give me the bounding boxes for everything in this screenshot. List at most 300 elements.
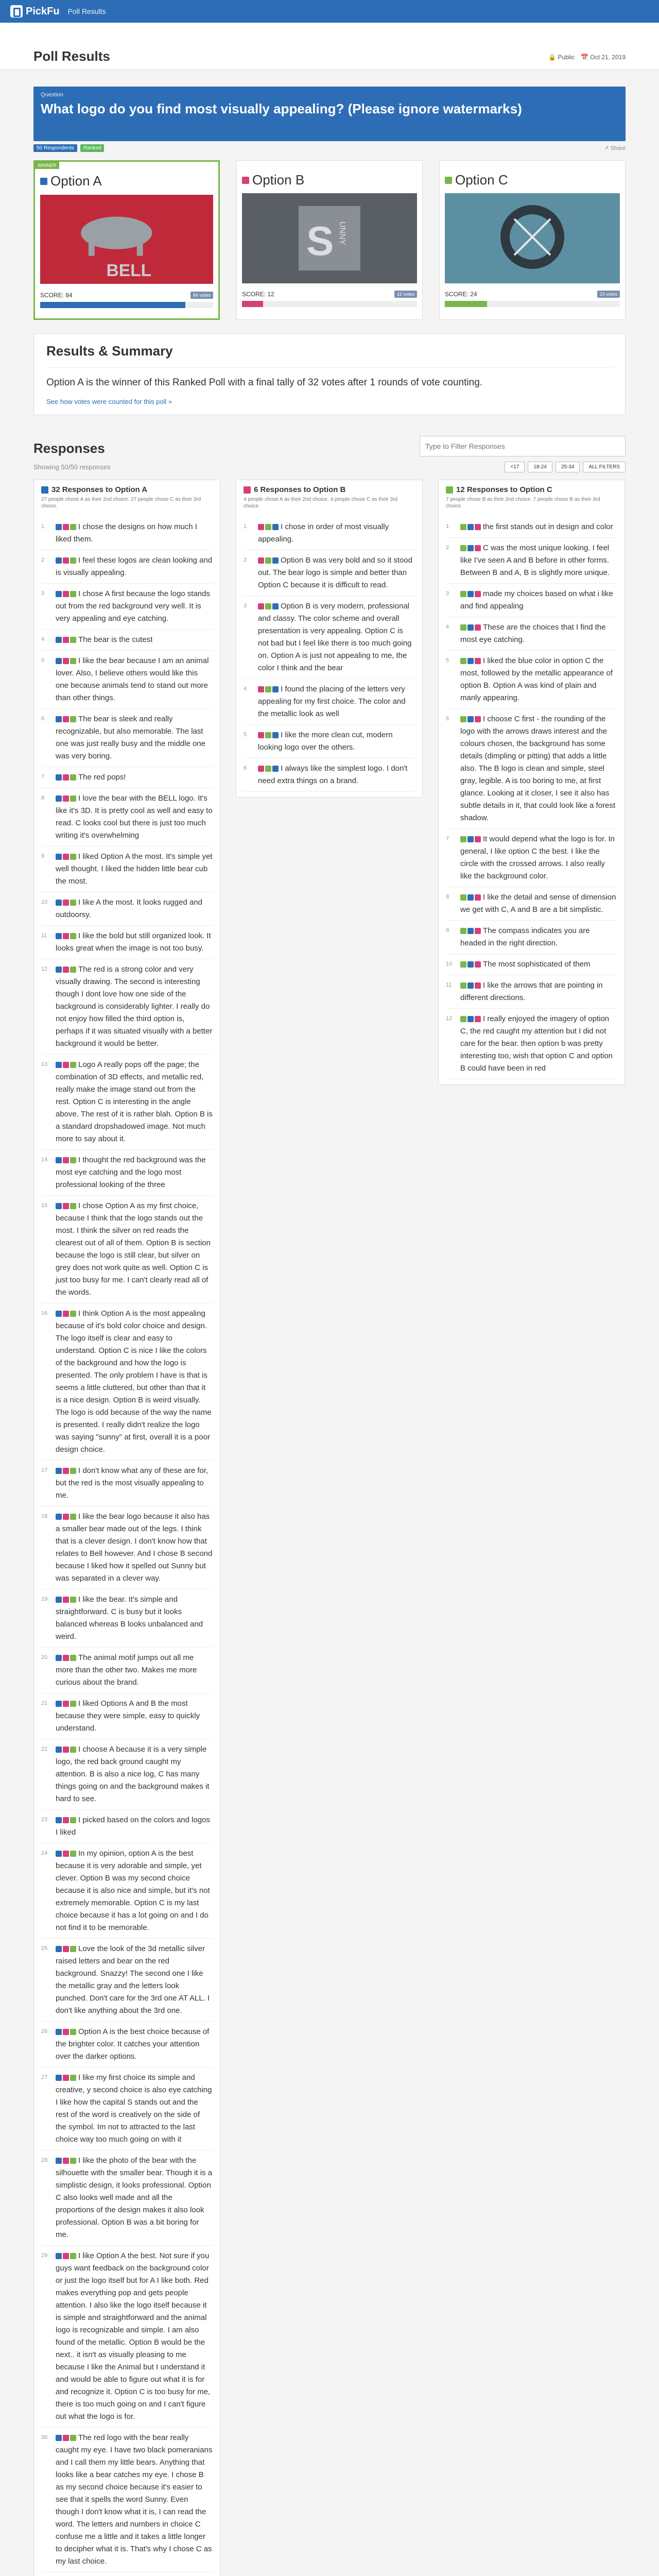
rank-chip-icon — [475, 961, 481, 968]
rank-chip-icon — [63, 2158, 69, 2164]
rank-chips — [56, 1514, 76, 1520]
rank-chip-icon — [272, 557, 279, 564]
rank-chips — [460, 928, 481, 934]
rank-chips — [56, 1701, 76, 1707]
column-title — [446, 485, 617, 494]
response-text-wrap — [258, 762, 415, 787]
rank-chip-icon — [460, 591, 466, 597]
rank-chip-icon — [475, 716, 481, 722]
rank-chips — [56, 591, 76, 597]
winner-badge: WINNER — [35, 162, 59, 169]
response-text: Option A is the best choice because of the brighter color. It catches your attention over the darker options. — [56, 2027, 210, 2061]
option-card[interactable] — [33, 160, 220, 320]
rank-chip-icon — [70, 1817, 76, 1823]
column-subtitle: 4 people chose A as their 2nd choice. 4 people chose C as their 3rd choice. — [244, 497, 398, 509]
all-filters-button[interactable]: ALL FILTERS — [583, 462, 626, 472]
response-text-wrap — [56, 963, 213, 1050]
rank-chips — [56, 637, 76, 643]
response-text-wrap — [56, 2026, 213, 2063]
response-row — [41, 1055, 213, 1150]
response-text-wrap — [460, 713, 617, 824]
title-bar — [0, 23, 659, 70]
rank-chips — [56, 557, 76, 564]
rank-chips — [460, 982, 481, 989]
top-nav — [0, 0, 659, 23]
rank-chip-icon — [467, 961, 474, 968]
rank-chip-icon — [56, 1747, 62, 1753]
response-text-wrap — [56, 1594, 213, 1643]
column-color-icon — [41, 486, 48, 494]
response-text: I picked based on the colors and logos I liked — [56, 1816, 211, 1837]
rank-chip-icon — [70, 1062, 76, 1068]
rank-chips — [460, 658, 481, 664]
response-text: C was the most unique looking. I feel like I've seen A and B before in other forms. Between B and A, B is slightly more unique. — [460, 544, 610, 577]
response-row — [41, 630, 213, 651]
rank-chips — [56, 1062, 76, 1068]
response-text-wrap — [56, 634, 213, 646]
rank-chip-icon — [63, 591, 69, 597]
response-text: I like my first choice its simple and creative, y second choice is also eye catching I like how the capital S stands out and the rest of the word is creatively on the side of the symbol. Im not to attracted to the last choice way too much going on with it — [56, 2073, 212, 2144]
response-text-wrap — [56, 851, 213, 888]
rank-chip-icon — [56, 2075, 62, 2081]
rank-chip-icon — [56, 2253, 62, 2259]
response-text: The red pops! — [78, 773, 126, 782]
option-card[interactable] — [439, 160, 626, 320]
response-text: I choose A because it is a very simple logo, the red back ground caught my attention. B is also a nice log, C has many things going on and the background makes it hard to see. — [56, 1745, 210, 1803]
response-number: 7 — [446, 836, 449, 842]
filter-pill[interactable]: 18-24 — [528, 462, 552, 472]
response-number: 10 — [41, 899, 48, 905]
response-number: 17 — [41, 1467, 48, 1473]
rank-chip-icon — [63, 1157, 69, 1163]
rank-chip-icon — [467, 982, 474, 989]
rank-chip-icon — [63, 1817, 69, 1823]
response-row — [41, 1461, 213, 1506]
response-column — [438, 480, 625, 1085]
rank-chip-icon — [70, 1514, 76, 1520]
response-number: 5 — [41, 657, 45, 664]
response-number: 29 — [41, 2252, 48, 2259]
response-number: 28 — [41, 2157, 48, 2163]
response-text: the first stands out in design and color — [483, 522, 613, 531]
option-title — [40, 173, 213, 189]
response-number: 4 — [446, 624, 449, 630]
option-score — [242, 291, 417, 298]
response-row — [41, 1303, 213, 1461]
response-number: 30 — [41, 2434, 48, 2441]
response-text-wrap — [460, 891, 617, 916]
response-text: I like the bear logo because it also has a smaller bear made out of the legs. I think that is a clever design. I don't know how that relates to Bell however. And I chose B second because I liked how it spelled out Sunny but was separated in a clever way. — [56, 1512, 213, 1583]
visibility-label: 🔒 Public — [548, 54, 575, 61]
pickfu-logo-icon — [10, 5, 23, 18]
response-row — [446, 954, 617, 975]
response-row — [41, 1196, 213, 1303]
response-row — [446, 651, 617, 709]
rank-chip-icon — [258, 557, 264, 564]
rank-chip-icon — [258, 524, 264, 530]
response-text-wrap — [56, 896, 213, 921]
rank-chip-icon — [272, 732, 279, 738]
filter-pill[interactable]: <17 — [505, 462, 525, 472]
rank-chip-icon — [56, 900, 62, 906]
response-row — [41, 1506, 213, 1589]
rank-chips — [56, 658, 76, 664]
rank-chips — [56, 854, 76, 860]
rank-chip-icon — [70, 524, 76, 530]
rank-chip-icon — [258, 603, 264, 609]
rank-chip-icon — [70, 2029, 76, 2035]
response-text-wrap — [258, 729, 415, 754]
response-row — [41, 709, 213, 767]
response-text-wrap — [56, 1465, 213, 1502]
rank-chip-icon — [63, 716, 69, 722]
rank-chip-icon — [56, 2158, 62, 2164]
question-card — [33, 87, 626, 141]
response-text-wrap — [258, 554, 415, 591]
response-text: I choose C first - the rounding of the logo with the arrows draws interest and the colours chosen, the background has some details (dimpling or pitting) that adds a little also. The B logo is clean and simple, steel gray, legible. A is too boring to me, at first glance. Looking at it closer, I see it also has subtle details in it, that could look like a forest shadow. — [460, 715, 615, 822]
rank-chip-icon — [265, 524, 271, 530]
response-row — [41, 584, 213, 630]
rank-chip-icon — [258, 686, 264, 692]
rank-chip-icon — [63, 795, 69, 802]
response-row — [41, 1150, 213, 1196]
svg-text:BELL: BELL — [106, 261, 152, 281]
response-number: 3 — [244, 603, 247, 609]
response-row — [41, 651, 213, 709]
response-number: 27 — [41, 2074, 48, 2080]
response-text: I liked Options A and B the most because they were simple, easy to quickly understand. — [56, 1699, 200, 1733]
rank-chip-icon — [56, 2029, 62, 2035]
response-text: Logo A really pops off the page; the combination of 3D effects, and metallic red, really make the image stand out from the rest. Option C is interesting in the angle above. The rest of it is rather blah. Option B is a standard dropshadowed image. Not much more to say about it. — [56, 1060, 213, 1143]
response-text-wrap — [56, 554, 213, 579]
option-image[interactable] — [40, 194, 213, 284]
rank-chip-icon — [56, 1851, 62, 1857]
question-text: What logo do you find most visually appealing? (Please ignore watermarks) — [41, 101, 522, 116]
rank-chip-icon — [63, 658, 69, 664]
rank-chip-icon — [467, 591, 474, 597]
rank-chip-icon — [475, 658, 481, 664]
rank-chip-icon — [56, 967, 62, 973]
rank-chip-icon — [272, 686, 279, 692]
response-text-wrap — [460, 588, 617, 613]
breadcrumb[interactable]: Poll Results — [67, 7, 106, 15]
rank-chip-icon — [70, 2075, 76, 2081]
response-text: The most sophisticated of them — [483, 960, 591, 969]
brand-name: PickFu — [26, 5, 60, 17]
rank-chip-icon — [56, 591, 62, 597]
option-name: Option A — [50, 173, 102, 189]
rank-chip-icon — [70, 2158, 76, 2164]
response-number: 15 — [41, 1202, 48, 1209]
response-number: 20 — [41, 1654, 48, 1660]
rank-chips — [460, 961, 481, 968]
summary-title: Results & Summary — [46, 343, 613, 368]
response-row — [446, 1009, 617, 1079]
score-label: SCORE: 24 — [445, 291, 477, 298]
rank-chip-icon — [265, 732, 271, 738]
response-text: I like the bear because I am an animal lover. Also, I believe others would like this one because animals tend to stand out more than other things. — [56, 656, 209, 702]
response-number: 8 — [41, 795, 45, 801]
rank-chip-icon — [460, 1016, 466, 1022]
rank-chip-icon — [70, 967, 76, 973]
response-text-wrap — [460, 655, 617, 704]
response-row — [41, 846, 213, 892]
response-text: The red is a strong color and very visually drawing. The second is interesting though I dont love how one side of the background is considerably lighter. I really do not enjoy how filled the third option is, perhaps if it was situated visually with a better background it would be better. — [56, 965, 213, 1048]
response-number: 13 — [41, 1061, 48, 1067]
response-row — [446, 829, 617, 887]
option-title — [445, 172, 620, 188]
response-text: The red logo with the bear really caught my eye. I have two black pomeranians and I call them my little bears. Anything that looks like a bear catches my eye. I chose B as my second choice because it's easier to see that it spells the word Sunny. Even though I don't know what it is, I can read the word. The letters and numbers in choice C confuse me a little and it takes a little longer to decipher what it is. That's why I chose C as my last choice. — [56, 2433, 213, 2566]
response-row — [244, 550, 415, 596]
score-label: SCORE: 12 — [242, 291, 274, 298]
option-color-icon — [242, 177, 249, 184]
response-text: I like the detail and sense of dimension we get with C, A and B are a bit simplistic. — [460, 893, 616, 914]
response-text-wrap — [56, 2432, 213, 2568]
response-text-wrap — [56, 2072, 213, 2146]
response-text: I like the photo of the bear with the silhouette with the smaller bear. Though it is a simplistic design, it looks professional. Option C also looks well made and all the proportions of the design makes it also look professional. Option B was a bit boring for me. — [56, 2156, 213, 2239]
rank-chip-icon — [56, 1062, 62, 1068]
response-text-wrap — [56, 1200, 213, 1299]
rank-chip-icon — [258, 766, 264, 772]
response-text-wrap — [56, 588, 213, 625]
rank-chip-icon — [460, 624, 466, 631]
response-text: I chose A first because the logo stands out from the red background very well. It is very appealing and eye catching. — [56, 589, 210, 623]
response-number: 26 — [41, 2028, 48, 2035]
response-text-wrap — [460, 621, 617, 646]
rank-chips — [460, 545, 481, 551]
score-bar-fill — [242, 301, 263, 307]
rank-chip-icon — [56, 557, 62, 564]
rank-chip-icon — [63, 1597, 69, 1603]
response-row — [41, 550, 213, 584]
rank-chip-icon — [467, 624, 474, 631]
rank-chips — [460, 894, 481, 901]
response-text: It would depend what the logo is for. In general, I like option C the best. I like the circle with the crossed arrows. I also really like the background color. — [460, 835, 615, 880]
response-text-wrap — [258, 683, 415, 720]
response-text-wrap — [56, 792, 213, 842]
rank-chip-icon — [63, 1514, 69, 1520]
rank-chips — [56, 933, 76, 939]
rank-chip-icon — [460, 982, 466, 989]
rank-chip-icon — [70, 1157, 76, 1163]
rank-chips — [258, 603, 279, 609]
response-text: I like the more clean cut, modern looking logo over the others. — [258, 731, 393, 752]
rank-chip-icon — [63, 933, 69, 939]
response-row — [41, 788, 213, 846]
rank-chips — [56, 1157, 76, 1163]
rank-chips — [460, 524, 481, 530]
response-row — [41, 892, 213, 926]
response-text-wrap — [258, 600, 415, 674]
vote-count-link[interactable]: See how votes were counted for this poll » — [46, 398, 172, 405]
rank-chip-icon — [63, 967, 69, 973]
rank-chip-icon — [467, 894, 474, 901]
score-bar — [40, 302, 213, 308]
response-text-wrap — [56, 655, 213, 704]
filter-responses-input[interactable] — [420, 436, 626, 456]
option-image[interactable] — [242, 193, 417, 283]
column-title — [244, 485, 415, 494]
column-color-icon — [446, 486, 453, 494]
response-number: 6 — [244, 765, 247, 771]
rank-chips — [56, 2435, 76, 2441]
response-number: 12 — [41, 966, 48, 972]
ranked-tag: Ranked — [80, 144, 104, 152]
rank-chip-icon — [460, 524, 466, 530]
rank-chip-icon — [467, 1016, 474, 1022]
response-text: Option B is very modern, professional and classy. The color scheme and overall presentation is very appealing. Option C is not bad but I feel like there is too much going on. Option A is just not appealing to me, the color I think and the bear — [258, 602, 412, 672]
response-row — [41, 2246, 213, 2428]
rank-chips — [56, 1747, 76, 1753]
response-row — [41, 926, 213, 959]
response-number: 6 — [446, 716, 449, 722]
response-row — [446, 584, 617, 617]
response-row — [244, 725, 415, 758]
rank-chip-icon — [460, 894, 466, 901]
rank-chip-icon — [63, 1946, 69, 1952]
rank-chip-icon — [63, 1311, 69, 1317]
rank-chip-icon — [56, 1203, 62, 1209]
response-row — [244, 596, 415, 679]
response-text: I always like the simplest logo. I don't need extra things on a brand. — [258, 764, 408, 785]
response-text-wrap — [56, 1059, 213, 1145]
response-number: 6 — [41, 716, 45, 722]
rank-chip-icon — [56, 933, 62, 939]
rank-chip-icon — [467, 928, 474, 934]
response-text: I like the bear. It's simple and straightforward. C is busy but it looks balanced whereas B looks unbalanced and weird. — [56, 1595, 203, 1641]
rank-chip-icon — [70, 900, 76, 906]
rank-chips — [258, 732, 279, 738]
rank-chip-icon — [265, 603, 271, 609]
response-row — [41, 2572, 213, 2576]
response-text: Love the look of the 3d metallic silver raised letters and bear on the red background. Snazzy! The second one I like the metallic gray and the letters look punched. Don't care for the 3rd one AT ALL. I don't like anything about the 3rd one. — [56, 1944, 210, 2015]
response-number: 18 — [41, 1513, 48, 1519]
question-tags — [33, 144, 626, 152]
rank-chips — [460, 836, 481, 842]
rank-chips — [56, 2253, 76, 2259]
responses-subbar — [33, 462, 626, 472]
rank-chips — [56, 1851, 76, 1857]
response-row — [41, 1589, 213, 1648]
response-text-wrap — [258, 521, 415, 546]
rank-chip-icon — [272, 766, 279, 772]
options-row — [33, 160, 626, 320]
rank-chip-icon — [63, 1701, 69, 1707]
rank-chips — [56, 1311, 76, 1317]
response-number: 9 — [41, 853, 45, 859]
response-text-wrap — [56, 521, 213, 546]
brand-logo[interactable] — [10, 5, 60, 18]
response-text: I love the bear with the BELL logo. It's like it's 3D. It is pretty cool as well and easy to read. C looks cool but there is just too much writing it's overwhelming — [56, 794, 213, 840]
response-column — [236, 480, 423, 798]
option-color-icon — [40, 178, 47, 185]
response-row — [41, 2067, 213, 2150]
response-text: I liked the blue color in option C the most, followed by the metallic appearance of option B. Option A was kind of plain and manly appearing. — [460, 656, 613, 702]
response-text: I think Option A is the most appealing because of it's bold color choice and design. The logo itself is clear and easy to understand. Option C is nice I like the colors of the background and how the logo is presented. The only problem I have is that is seems a little cluttered, but other than that it is a nice design. Option B is weird visually. The logo is odd because of the way the name is presented. I really didn't realize the logo was saying "sunny" at first, overall it is a poor design choice. — [56, 1309, 212, 1454]
question-label: Question — [41, 92, 64, 98]
response-text: I thought the red background was the most eye catching and the logo most professional looking of the three — [56, 1156, 206, 1189]
response-text: I chose Option A as my first choice, because I think that the logo stands out the most. I think the silver on red reads the clearest out of all of them. Option B is section because the logo is still clear, but silver on grey does not work quite as well. Option C is just too busy for me. I can't clearly read all of the words. — [56, 1201, 211, 1297]
filter-pill[interactable]: 25-34 — [556, 462, 580, 472]
response-row — [41, 1739, 213, 1810]
rank-chip-icon — [70, 854, 76, 860]
column-subtitle: 7 people chose B as their 2nd choice. 7 people chose B as their 3rd choice. — [446, 497, 600, 509]
rank-chip-icon — [70, 1311, 76, 1317]
rank-chip-icon — [475, 545, 481, 551]
response-row — [446, 617, 617, 651]
rank-chip-icon — [70, 1946, 76, 1952]
rank-chips — [56, 900, 76, 906]
rank-chips — [56, 2158, 76, 2164]
rank-chip-icon — [63, 637, 69, 643]
response-number: 2 — [244, 557, 247, 563]
rank-chip-icon — [63, 2253, 69, 2259]
rank-chip-icon — [63, 1747, 69, 1753]
response-row — [446, 709, 617, 829]
rank-chips — [258, 766, 279, 772]
response-row — [41, 2022, 213, 2067]
rank-chips — [56, 716, 76, 722]
response-text-wrap — [56, 2155, 213, 2241]
rank-chips — [460, 1016, 481, 1022]
option-card[interactable] — [236, 160, 423, 320]
summary-text: Option A is the winner of this Ranked Poll with a final tally of 32 votes after 1 rounds of vote counting. — [46, 377, 483, 388]
score-bar-fill — [445, 301, 487, 307]
response-columns — [33, 480, 626, 2576]
response-text-wrap — [56, 1698, 213, 1735]
response-number: 24 — [41, 1850, 48, 1856]
rank-chip-icon — [63, 2435, 69, 2441]
rank-chip-icon — [467, 836, 474, 842]
response-text: I like the bold but still organized look. It looks great when the image is not too busy. — [56, 931, 211, 953]
rank-chip-icon — [70, 716, 76, 722]
response-text: I chose in order of most visually appealing. — [258, 522, 389, 544]
response-text-wrap — [56, 1814, 213, 1839]
rank-chip-icon — [70, 1747, 76, 1753]
response-number: 1 — [446, 523, 449, 530]
rank-chip-icon — [63, 524, 69, 530]
rank-chip-icon — [475, 591, 481, 597]
response-row — [446, 921, 617, 954]
rank-chip-icon — [460, 716, 466, 722]
rank-chip-icon — [467, 524, 474, 530]
column-subtitle: 27 people chose A as their 2nd choice. 27 people chose C as their 3rd choice. — [41, 497, 201, 509]
response-text-wrap — [56, 713, 213, 762]
response-number: 2 — [41, 557, 45, 563]
rank-chip-icon — [70, 557, 76, 564]
response-number: 16 — [41, 1310, 48, 1316]
rank-chips — [258, 524, 279, 530]
rank-chip-icon — [475, 524, 481, 530]
share-button[interactable]: ↗ Share — [604, 145, 626, 151]
response-text: Option B was very bold and so it stood out. The bear logo is simple and better than Option C because it is difficult to read. — [258, 556, 412, 589]
option-image[interactable] — [445, 193, 620, 283]
response-number: 11 — [41, 933, 47, 939]
column-title — [41, 485, 213, 494]
rank-chip-icon — [70, 2253, 76, 2259]
rank-chip-icon — [460, 545, 466, 551]
response-row — [446, 517, 617, 538]
rank-chip-icon — [460, 928, 466, 934]
response-row — [41, 959, 213, 1055]
response-text: The bear is the cutest — [78, 635, 153, 644]
score-bar — [445, 301, 620, 307]
score-bar — [242, 301, 417, 307]
showing-count: Showing 50/50 responses — [33, 463, 111, 471]
response-number: 3 — [41, 590, 45, 597]
rank-chip-icon — [475, 624, 481, 631]
response-row — [244, 679, 415, 725]
